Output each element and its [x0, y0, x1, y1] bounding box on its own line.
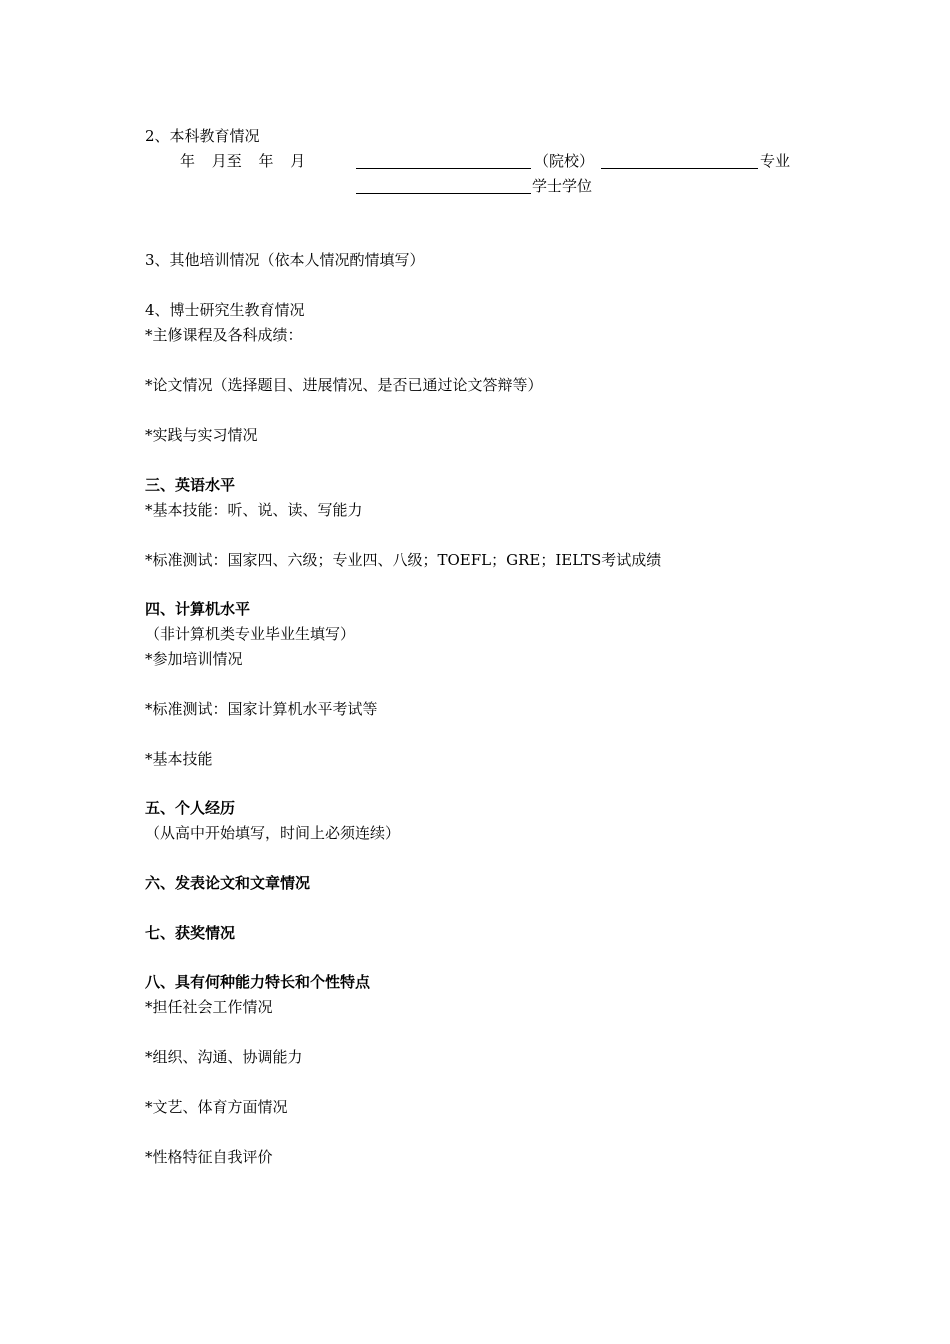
communication-item: *组织、沟通、协调能力: [145, 1048, 303, 1066]
phd-heading: 4、博士研究生教育情况: [145, 301, 305, 319]
computer-note: （非计算机类专业毕业生填写）: [145, 625, 356, 643]
english-skills-item: *基本技能：听、说、读、写能力: [145, 501, 363, 519]
major-suffix: 专业: [760, 152, 791, 170]
social-work-item: *担任社会工作情况: [145, 998, 273, 1016]
experience-heading: 五、个人经历: [145, 799, 236, 817]
date-range-label: 年 月至 年 月: [180, 152, 306, 170]
school-suffix: （院校）: [534, 152, 595, 170]
english-heading: 三、英语水平: [145, 476, 236, 494]
computer-heading: 四、计算机水平: [145, 600, 251, 618]
degree-suffix: 学士学位: [532, 177, 593, 195]
self-evaluation-item: *性格特征自我评价: [145, 1148, 273, 1166]
courses-item: *主修课程及各科成绩：: [145, 326, 303, 344]
publications-heading: 六、发表论文和文章情况: [145, 874, 311, 892]
computer-training-item: *参加培训情况: [145, 650, 243, 668]
undergrad-heading: 2、本科教育情况: [145, 127, 260, 145]
computer-skills-item: *基本技能: [145, 750, 213, 768]
degree-blank[interactable]: [356, 193, 531, 194]
thesis-item: *论文情况（选择题目、进展情况、是否已通过论文答辩等）: [145, 376, 543, 394]
other-training-heading: 3、其他培训情况（依本人情况酌情填写）: [145, 251, 425, 269]
awards-heading: 七、获奖情况: [145, 924, 236, 942]
abilities-heading: 八、具有何种能力特长和个性特点: [145, 973, 371, 991]
major-blank[interactable]: [601, 168, 758, 169]
school-blank[interactable]: [356, 168, 531, 169]
computer-tests-item: *标准测试：国家计算机水平考试等: [145, 700, 378, 718]
arts-sports-item: *文艺、体育方面情况: [145, 1098, 288, 1116]
experience-note: （从高中开始填写，时间上必须连续）: [145, 824, 401, 842]
practice-item: *实践与实习情况: [145, 426, 258, 444]
english-tests-item: *标准测试：国家四、六级；专业四、八级；TOEFL；GRE；IELTS考试成绩: [145, 551, 662, 569]
